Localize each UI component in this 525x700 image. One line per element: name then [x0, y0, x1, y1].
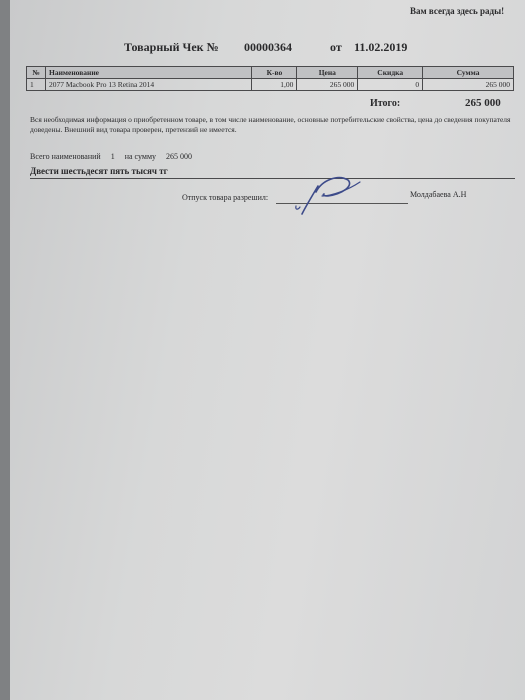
count-value: 1	[110, 152, 115, 161]
info-text: Вся необходимая информация о приобретенном товаре, в том числе наименование, основные потребительские свойства, цена до сведения покупателя доведены. Внешний вид товара проверен, претензий не имеется.	[30, 115, 511, 134]
row-sum: 265 000	[423, 79, 514, 91]
count-label: Всего наименований	[30, 152, 101, 161]
receipt-sheet	[10, 0, 525, 700]
receipt-number: 00000364	[244, 40, 292, 54]
receipt-date: 11.02.2019	[354, 40, 408, 54]
summary-row	[30, 152, 200, 161]
col-qty-header: К-во	[252, 67, 297, 79]
total-value: 265 000	[465, 97, 501, 109]
col-sum-header: Сумма	[423, 67, 514, 79]
col-price-header: Цена	[297, 67, 358, 79]
col-name-header: Наименование	[45, 67, 252, 79]
signer-name: Молдабаева А.Н	[410, 190, 467, 199]
release-label: Отпуск товара разрешил:	[182, 193, 269, 202]
receipt-date-prefix: от	[330, 40, 342, 54]
amount-in-words: Двести шестьдесят пять тысяч тг	[30, 166, 168, 176]
sum-value: 265 000	[166, 152, 192, 161]
divider	[30, 178, 515, 179]
items-table	[26, 66, 514, 91]
row-name: 2077 Macbook Pro 13 Retina 2014	[45, 79, 252, 91]
col-number-header: №	[27, 67, 46, 79]
signature-icon	[292, 170, 372, 218]
receipt-title-label: Товарный Чек №	[124, 40, 219, 54]
col-discount-header: Скидка	[358, 67, 423, 79]
table-row	[27, 79, 514, 91]
row-price: 265 000	[297, 79, 358, 91]
row-number: 1	[27, 79, 46, 91]
table-header-row	[27, 67, 514, 79]
header-note: Вам всегда здесь рады!	[410, 6, 505, 16]
total-label: Итого:	[370, 98, 401, 109]
row-discount: 0	[358, 79, 423, 91]
sum-label: на сумму	[124, 152, 156, 161]
row-qty: 1,00	[252, 79, 297, 91]
